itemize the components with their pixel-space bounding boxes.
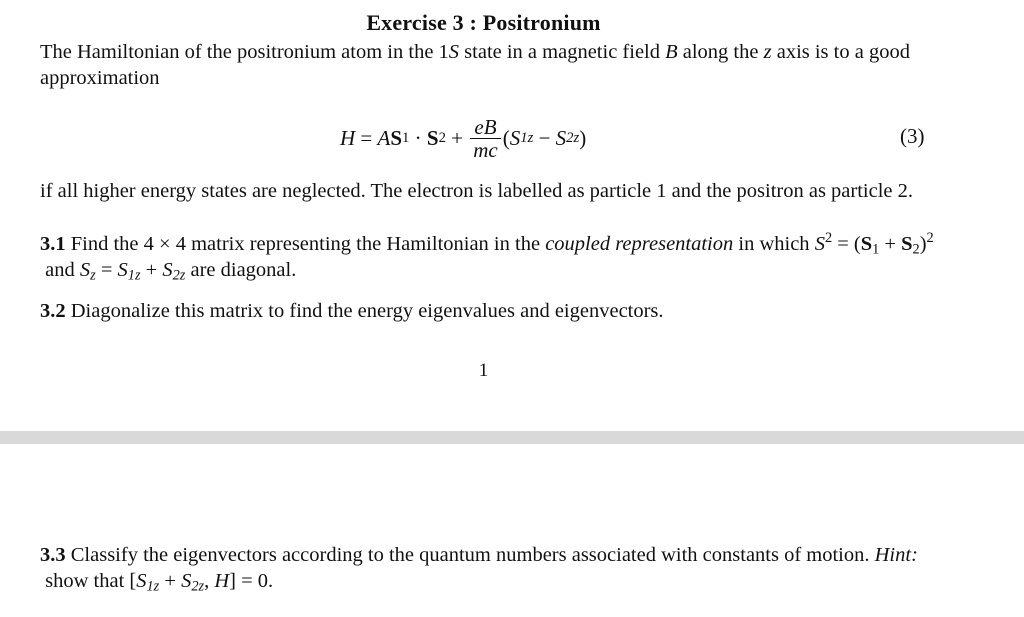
document-page-2 bbox=[0, 444, 1024, 617]
intro-paragraph: The Hamiltonian of the positronium atom in the 1S state in a magnetic field B along the z axis is to a good approximation bbox=[40, 41, 910, 89]
exercise-title: Exercise 3 : Positronium bbox=[366, 10, 601, 35]
question-3-3: 3.3 Classify the eigenvectors according to the quantum numbers associated with constants of motion. Hint: show that [$S_{1z} + S_{2z}$, H] = 0. bbox=[40, 544, 918, 595]
equation-number: (3) bbox=[900, 124, 925, 148]
after-equation-paragraph: if all higher energy states are neglected. The electron is labelled as particle 1 and the positron as particle 2. bbox=[40, 180, 914, 202]
page-separator bbox=[0, 431, 1024, 444]
question-3-2: 3.2 Diagonalize this matrix to find the energy eigenvalues and eigenvectors. bbox=[40, 300, 664, 322]
question-3-1: 3.1 Find the 4 × 4 matrix representing the Hamiltonian in the coupled representation in which $S^2 = (S_1 + S_2)^2$ and $S_z = S_{1z} + S_{2z}$ are diagonal. bbox=[40, 230, 934, 284]
fraction-eB-over-mc: $\frac{eB}{mc}$ bbox=[470, 116, 501, 161]
page-number: 1 bbox=[478, 360, 489, 381]
hamiltonian-equation: H = A S 1 · S 2 + $\frac{eB}{mc}$ ( S 1z − S 2z ) bbox=[340, 114, 587, 162]
